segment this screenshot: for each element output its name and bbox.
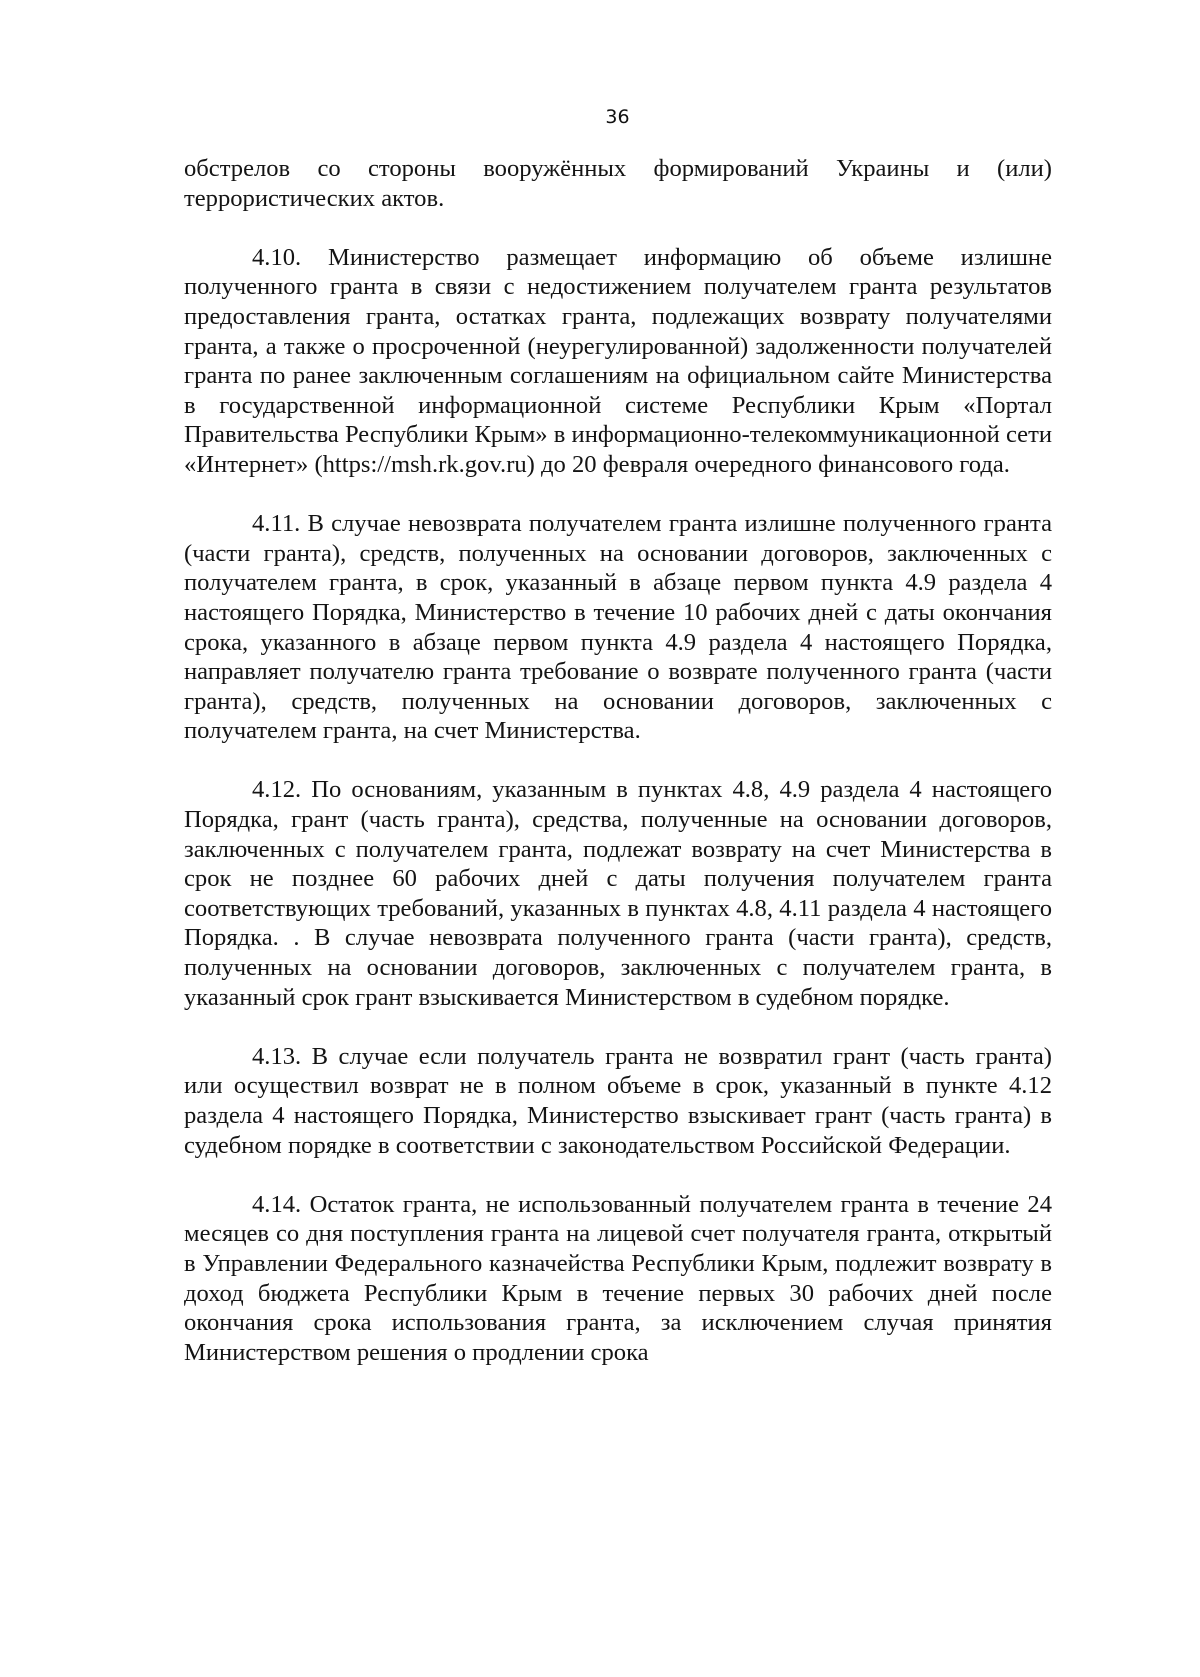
paragraph-4-10: 4.10. Министерство размещает информацию об объеме излишне полученного гранта в связи с недостижением получателем гранта результатов предоставления гранта, остатках гранта, подлежащих возврату получателями гранта, а также о просроченной (неурегулированной) задолженности получателей гранта по ранее заключенным соглашениям на официальном сайте Министерства в государственной информационной системе Республики Крым «Портал Правительства Республики Крым» в информационно-телекоммуникационной сети «Интернет» (https://msh.rk.gov.ru) до 20 февраля очередного финансового года. (184, 243, 1052, 478)
paragraph-4-12: 4.12. По основаниям, указанным в пунктах 4.8, 4.9 раздела 4 настоящего Порядка, грант (часть гранта), средства, полученные на основании договоров, заключенных с получателем гранта, подлежат возврату на счет Министерства в срок не позднее 60 рабочих дней с даты получения получателем гранта соответствующих требований, указанных в пунктах 4.8, 4.11 раздела 4 настоящего Порядка. . В случае невозврата полученного гранта (части гранта), средств, полученных на основании договоров, заключенных с получателем гранта, в указанный срок грант взыскивается Министерством в судебном порядке. (184, 776, 1052, 1011)
document-body (184, 154, 1052, 1367)
paragraph-4-11: 4.11. В случае невозврата получателем гранта излишне полученного гранта (части гранта), средств, полученных на основании договоров, заключенных с получателем гранта, в срок, указанный в абзаце первом пункта 4.9 раздела 4 настоящего Порядка, Министерство в течение 10 рабочих дней с даты окончания срока, указанного в абзаце первом пункта 4.9 раздела 4 настоящего Порядка, направляет получателю гранта требование о возврате полученного гранта (части гранта), средств, полученных на основании договоров, заключенных с получателем гранта, на счет Министерства. (184, 510, 1052, 745)
paragraph-4-14: 4.14. Остаток гранта, не использованный получателем гранта в течение 24 месяцев со дня поступления гранта на лицевой счет получателя гранта, открытый в Управлении Федерального казначейства Республики Крым, подлежит возврату в доход бюджета Республики Крым в течение первых 30 рабочих дней после окончания срока использования гранта, за исключением случая принятия Министерством решения о продлении срока (184, 1190, 1052, 1366)
paragraph-continuation: обстрелов со стороны вооружённых формирований Украины и (или) террористических актов. (184, 155, 1052, 212)
paragraph-4-13: 4.13. В случае если получатель гранта не возвратил грант (часть гранта) или осуществил возврат не в полном объеме в срок, указанный в пункте 4.12 раздела 4 настоящего Порядка, Министерство взыскивает грант (часть гранта) в судебном порядке в соответствии с законодательством Российской Федерации. (184, 1042, 1052, 1159)
page-number: 36 (605, 106, 630, 128)
